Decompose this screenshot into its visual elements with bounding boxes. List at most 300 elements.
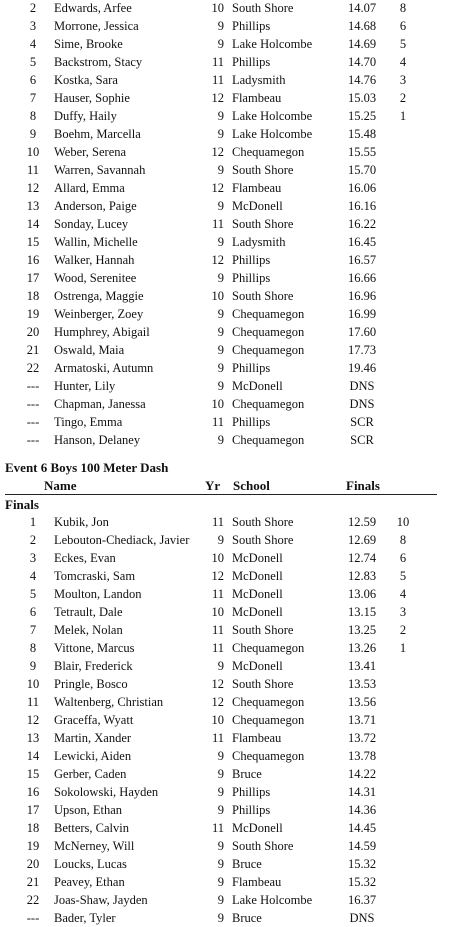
header-divider [5,494,437,495]
year-cell: 9 [217,767,224,781]
result-row [0,431,459,449]
result-row [0,125,459,143]
result-row [0,53,459,71]
finals-time-cell: 14.22 [347,767,377,781]
result-row [0,873,459,891]
result-row [0,801,459,819]
school-cell: McDonell [232,821,283,835]
place-cell: 15 [26,235,40,249]
athlete-name-cell: Armatoski, Autumn [54,361,154,375]
school-cell: South Shore [232,533,294,547]
athlete-name-cell: Edwards, Arfee [54,1,132,15]
year-cell: 9 [217,659,224,673]
column-header-finals: Finals [346,478,380,493]
result-row [0,909,459,927]
school-cell: Phillips [232,803,271,817]
athlete-name-cell: Waltenberg, Christian [54,695,164,709]
year-cell: 9 [217,803,224,817]
finals-time-cell: 16.66 [347,271,377,285]
finals-time-cell: 12.83 [347,569,377,583]
result-row [0,531,459,549]
place-cell: 1 [29,515,37,529]
place-cell: 3 [29,19,37,33]
school-cell: South Shore [232,677,294,691]
year-cell: 9 [217,37,224,51]
place-cell: 18 [26,821,40,835]
athlete-name-cell: Pringle, Bosco [54,677,128,691]
school-cell: Chequamegon [232,307,305,321]
result-row [0,17,459,35]
points-cell: 6 [399,19,407,33]
year-cell: 12 [211,181,224,195]
result-row [0,269,459,287]
result-row [0,233,459,251]
school-cell: Ladysmith [232,73,286,87]
place-cell: 21 [26,875,40,889]
athlete-name-cell: Moulton, Landon [54,587,142,601]
athlete-name-cell: Martin, Xander [54,731,132,745]
athlete-name-cell: Blair, Frederick [54,659,133,673]
finals-time-cell: 13.56 [347,695,377,709]
year-cell: 10 [211,605,224,619]
points-cell: 3 [399,73,407,87]
school-cell: Phillips [232,55,271,69]
place-cell: 16 [26,253,40,267]
year-cell: 9 [217,127,224,141]
school-cell: Lake Holcombe [232,109,313,123]
athlete-name-cell: Wallin, Michelle [54,235,138,249]
place-cell: --- [26,415,40,429]
result-row [0,513,459,531]
year-cell: 11 [211,731,224,745]
place-cell: 17 [26,803,40,817]
points-cell: 8 [399,533,407,547]
result-row [0,215,459,233]
place-cell: --- [26,433,40,447]
athlete-name-cell: Walker, Hannah [54,253,135,267]
place-cell: 16 [26,785,40,799]
place-cell: 19 [26,307,40,321]
finals-time-cell: SCR [350,415,374,429]
year-cell: 11 [211,641,224,655]
year-cell: 9 [217,857,224,871]
school-cell: Flambeau [232,731,282,745]
year-cell: 9 [217,19,224,33]
athlete-name-cell: Sonday, Lucey [54,217,129,231]
place-cell: 9 [29,127,37,141]
athlete-name-cell: Weber, Serena [54,145,127,159]
section-title: Finals [5,497,39,512]
finals-time-cell: 15.70 [347,163,377,177]
athlete-name-cell: Hauser, Sophie [54,91,130,105]
finals-time-cell: 13.06 [347,587,377,601]
finals-time-cell: 16.16 [347,199,377,213]
finals-time-cell: 12.59 [347,515,377,529]
finals-time-cell: SCR [350,433,374,447]
year-cell: 10 [211,551,224,565]
school-cell: McDonell [232,551,283,565]
athlete-name-cell: Tetrault, Dale [54,605,123,619]
year-cell: 12 [211,569,224,583]
result-row [0,549,459,567]
athlete-name-cell: Gerber, Caden [54,767,127,781]
points-cell: 1 [399,641,407,655]
place-cell: 12 [26,181,40,195]
finals-time-cell: 17.73 [347,343,377,357]
column-header-yr: Yr [205,478,221,493]
school-cell: Lake Holcombe [232,893,313,907]
year-cell: 9 [217,893,224,907]
place-cell: 17 [26,271,40,285]
result-row [0,621,459,639]
school-cell: South Shore [232,289,294,303]
result-row [0,675,459,693]
result-row [0,359,459,377]
year-cell: 10 [211,397,224,411]
result-row [0,765,459,783]
year-cell: 12 [211,145,224,159]
year-cell: 11 [211,55,224,69]
place-cell: 13 [26,731,40,745]
result-row [0,143,459,161]
finals-time-cell: 13.72 [347,731,377,745]
result-row [0,855,459,873]
result-row [0,323,459,341]
result-row [0,161,459,179]
finals-time-cell: DNS [349,911,375,925]
finals-time-cell: 15.48 [347,127,377,141]
school-cell: Phillips [232,253,271,267]
finals-time-cell: 17.60 [347,325,377,339]
athlete-name-cell: Oswald, Maia [54,343,125,357]
finals-time-cell: 13.78 [347,749,377,763]
result-row [0,413,459,431]
athlete-name-cell: Sime, Brooke [54,37,123,51]
school-cell: Flambeau [232,875,282,889]
result-row [0,711,459,729]
athlete-name-cell: Loucks, Lucas [54,857,127,871]
finals-time-cell: 13.26 [347,641,377,655]
school-cell: Bruce [232,857,262,871]
points-cell: 6 [399,551,407,565]
year-cell: 9 [217,271,224,285]
athlete-name-cell: Tomcraski, Sam [54,569,136,583]
finals-time-cell: 16.37 [347,893,377,907]
result-row [0,603,459,621]
result-row [0,179,459,197]
place-cell: 15 [26,767,40,781]
year-cell: 9 [217,199,224,213]
year-cell: 9 [217,911,224,925]
place-cell: 2 [29,1,37,15]
athlete-name-cell: McNerney, Will [54,839,135,853]
finals-time-cell: 19.46 [347,361,377,375]
place-cell: 4 [29,569,37,583]
athlete-name-cell: Allard, Emma [54,181,125,195]
year-cell: 11 [211,587,224,601]
school-cell: Bruce [232,911,262,925]
school-cell: Phillips [232,361,271,375]
finals-time-cell: 12.74 [347,551,377,565]
year-cell: 11 [211,415,224,429]
school-cell: Chequamegon [232,397,305,411]
school-cell: Chequamegon [232,641,305,655]
year-cell: 12 [211,91,224,105]
finals-time-cell: DNS [349,379,375,393]
result-row [0,837,459,855]
result-row [0,377,459,395]
place-cell: 2 [29,533,37,547]
school-cell: Bruce [232,767,262,781]
place-cell: 3 [29,551,37,565]
finals-time-cell: 14.07 [347,1,377,15]
year-cell: 11 [211,217,224,231]
school-cell: South Shore [232,623,294,637]
result-row [0,71,459,89]
school-cell: McDonell [232,605,283,619]
athlete-name-cell: Kostka, Sara [54,73,118,87]
school-cell: Chequamegon [232,749,305,763]
finals-time-cell: 14.76 [347,73,377,87]
athlete-name-cell: Sokolowski, Hayden [54,785,159,799]
finals-time-cell: 15.55 [347,145,377,159]
year-cell: 11 [211,623,224,637]
athlete-name-cell: Joas-Shaw, Jayden [54,893,148,907]
school-cell: South Shore [232,163,294,177]
school-cell: Lake Holcombe [232,127,313,141]
finals-time-cell: 16.99 [347,307,377,321]
column-header-school: School [233,478,270,493]
result-row [0,251,459,269]
result-row [0,819,459,837]
athlete-name-cell: Bader, Tyler [54,911,116,925]
school-cell: South Shore [232,515,294,529]
place-cell: 5 [29,55,37,69]
athlete-name-cell: Tingo, Emma [54,415,123,429]
finals-time-cell: 16.57 [347,253,377,267]
finals-time-cell: 16.22 [347,217,377,231]
year-cell: 9 [217,433,224,447]
finals-time-cell: 14.69 [347,37,377,51]
points-cell: 5 [399,37,407,51]
place-cell: 11 [26,695,40,709]
year-cell: 9 [217,785,224,799]
result-row [0,891,459,909]
finals-time-cell: 15.32 [347,875,377,889]
athlete-name-cell: Ostrenga, Maggie [54,289,144,303]
athlete-name-cell: Chapman, Janessa [54,397,146,411]
school-cell: Phillips [232,19,271,33]
points-cell: 3 [399,605,407,619]
school-cell: Ladysmith [232,235,286,249]
place-cell: 9 [29,659,37,673]
school-cell: McDonell [232,379,283,393]
result-row [0,585,459,603]
school-cell: Chequamegon [232,713,305,727]
points-cell: 2 [399,623,407,637]
athlete-name-cell: Hunter, Lily [54,379,116,393]
year-cell: 9 [217,343,224,357]
year-cell: 9 [217,163,224,177]
place-cell: 13 [26,199,40,213]
finals-time-cell: 14.36 [347,803,377,817]
school-cell: Chequamegon [232,343,305,357]
school-cell: Chequamegon [232,695,305,709]
result-row [0,305,459,323]
place-cell: 22 [26,361,40,375]
result-row [0,0,459,17]
athlete-name-cell: Vittone, Marcus [54,641,135,655]
school-cell: McDonell [232,659,283,673]
year-cell: 10 [211,713,224,727]
school-cell: Lake Holcombe [232,37,313,51]
athlete-name-cell: Graceffa, Wyatt [54,713,134,727]
finals-time-cell: 14.31 [347,785,377,799]
school-cell: McDonell [232,569,283,583]
result-row [0,747,459,765]
points-cell: 8 [399,1,407,15]
athlete-name-cell: Weinberger, Zoey [54,307,144,321]
year-cell: 12 [211,695,224,709]
athlete-name-cell: Upson, Ethan [54,803,123,817]
year-cell: 10 [211,1,224,15]
school-cell: South Shore [232,217,294,231]
finals-time-cell: 15.03 [347,91,377,105]
points-cell: 10 [396,515,410,529]
athlete-name-cell: Duffy, Haily [54,109,117,123]
school-cell: McDonell [232,587,283,601]
place-cell: 22 [26,893,40,907]
result-row [0,89,459,107]
school-cell: Chequamegon [232,433,305,447]
result-row [0,693,459,711]
athlete-name-cell: Lebouton-Chediack, Javier [54,533,190,547]
athlete-name-cell: Lewicki, Aiden [54,749,132,763]
place-cell: 8 [29,641,37,655]
finals-time-cell: DNS [349,397,375,411]
result-row [0,639,459,657]
place-cell: 8 [29,109,37,123]
year-cell: 11 [211,515,224,529]
athlete-name-cell: Morrone, Jessica [54,19,139,33]
athlete-name-cell: Boehm, Marcella [54,127,141,141]
school-cell: McDonell [232,199,283,213]
school-cell: Flambeau [232,181,282,195]
place-cell: 11 [26,163,40,177]
year-cell: 9 [217,361,224,375]
place-cell: 10 [26,145,40,159]
school-cell: Chequamegon [232,145,305,159]
school-cell: South Shore [232,1,294,15]
year-cell: 9 [217,533,224,547]
result-row [0,287,459,305]
place-cell: 6 [29,73,37,87]
result-row [0,341,459,359]
finals-time-cell: 13.41 [347,659,377,673]
points-cell: 5 [399,569,407,583]
place-cell: 4 [29,37,37,51]
result-row [0,197,459,215]
athlete-name-cell: Betters, Calvin [54,821,129,835]
place-cell: --- [26,379,40,393]
year-cell: 11 [211,73,224,87]
place-cell: 14 [26,217,40,231]
place-cell: 7 [29,623,37,637]
result-row [0,729,459,747]
result-row [0,395,459,413]
athlete-name-cell: Kubik, Jon [54,515,109,529]
athlete-name-cell: Eckes, Evan [54,551,116,565]
finals-time-cell: 14.68 [347,19,377,33]
place-cell: 14 [26,749,40,763]
athlete-name-cell: Melek, Nolan [54,623,123,637]
finals-time-cell: 13.15 [347,605,377,619]
athlete-name-cell: Backstrom, Stacy [54,55,143,69]
result-row [0,783,459,801]
place-cell: 10 [26,677,40,691]
finals-time-cell: 16.96 [347,289,377,303]
place-cell: 18 [26,289,40,303]
place-cell: 12 [26,713,40,727]
year-cell: 9 [217,839,224,853]
finals-time-cell: 13.25 [347,623,377,637]
school-cell: Chequamegon [232,325,305,339]
result-row [0,567,459,585]
place-cell: 20 [26,857,40,871]
finals-time-cell: 12.69 [347,533,377,547]
year-cell: 12 [211,253,224,267]
place-cell: 20 [26,325,40,339]
year-cell: 9 [217,109,224,123]
place-cell: 5 [29,587,37,601]
school-cell: Phillips [232,271,271,285]
year-cell: 12 [211,677,224,691]
finals-time-cell: 15.32 [347,857,377,871]
result-row [0,657,459,675]
athlete-name-cell: Humphrey, Abigail [54,325,150,339]
athlete-name-cell: Hanson, Delaney [54,433,141,447]
school-cell: South Shore [232,839,294,853]
finals-time-cell: 16.06 [347,181,377,195]
year-cell: 10 [211,289,224,303]
year-cell: 9 [217,749,224,763]
finals-time-cell: 13.71 [347,713,377,727]
points-cell: 1 [399,109,407,123]
column-header-name: Name [44,478,77,493]
school-cell: Flambeau [232,91,282,105]
place-cell: 7 [29,91,37,105]
place-cell: 21 [26,343,40,357]
athlete-name-cell: Anderson, Paige [54,199,137,213]
school-cell: Phillips [232,415,271,429]
place-cell: 6 [29,605,37,619]
athlete-name-cell: Warren, Savannah [54,163,146,177]
place-cell: --- [26,397,40,411]
finals-time-cell: 15.25 [347,109,377,123]
year-cell: 9 [217,307,224,321]
place-cell: --- [26,911,40,925]
year-cell: 9 [217,379,224,393]
year-cell: 11 [211,821,224,835]
year-cell: 9 [217,235,224,249]
points-cell: 2 [399,91,407,105]
year-cell: 9 [217,875,224,889]
finals-time-cell: 16.45 [347,235,377,249]
year-cell: 9 [217,325,224,339]
points-cell: 4 [399,587,407,601]
finals-time-cell: 14.70 [347,55,377,69]
finals-time-cell: 13.53 [347,677,377,691]
